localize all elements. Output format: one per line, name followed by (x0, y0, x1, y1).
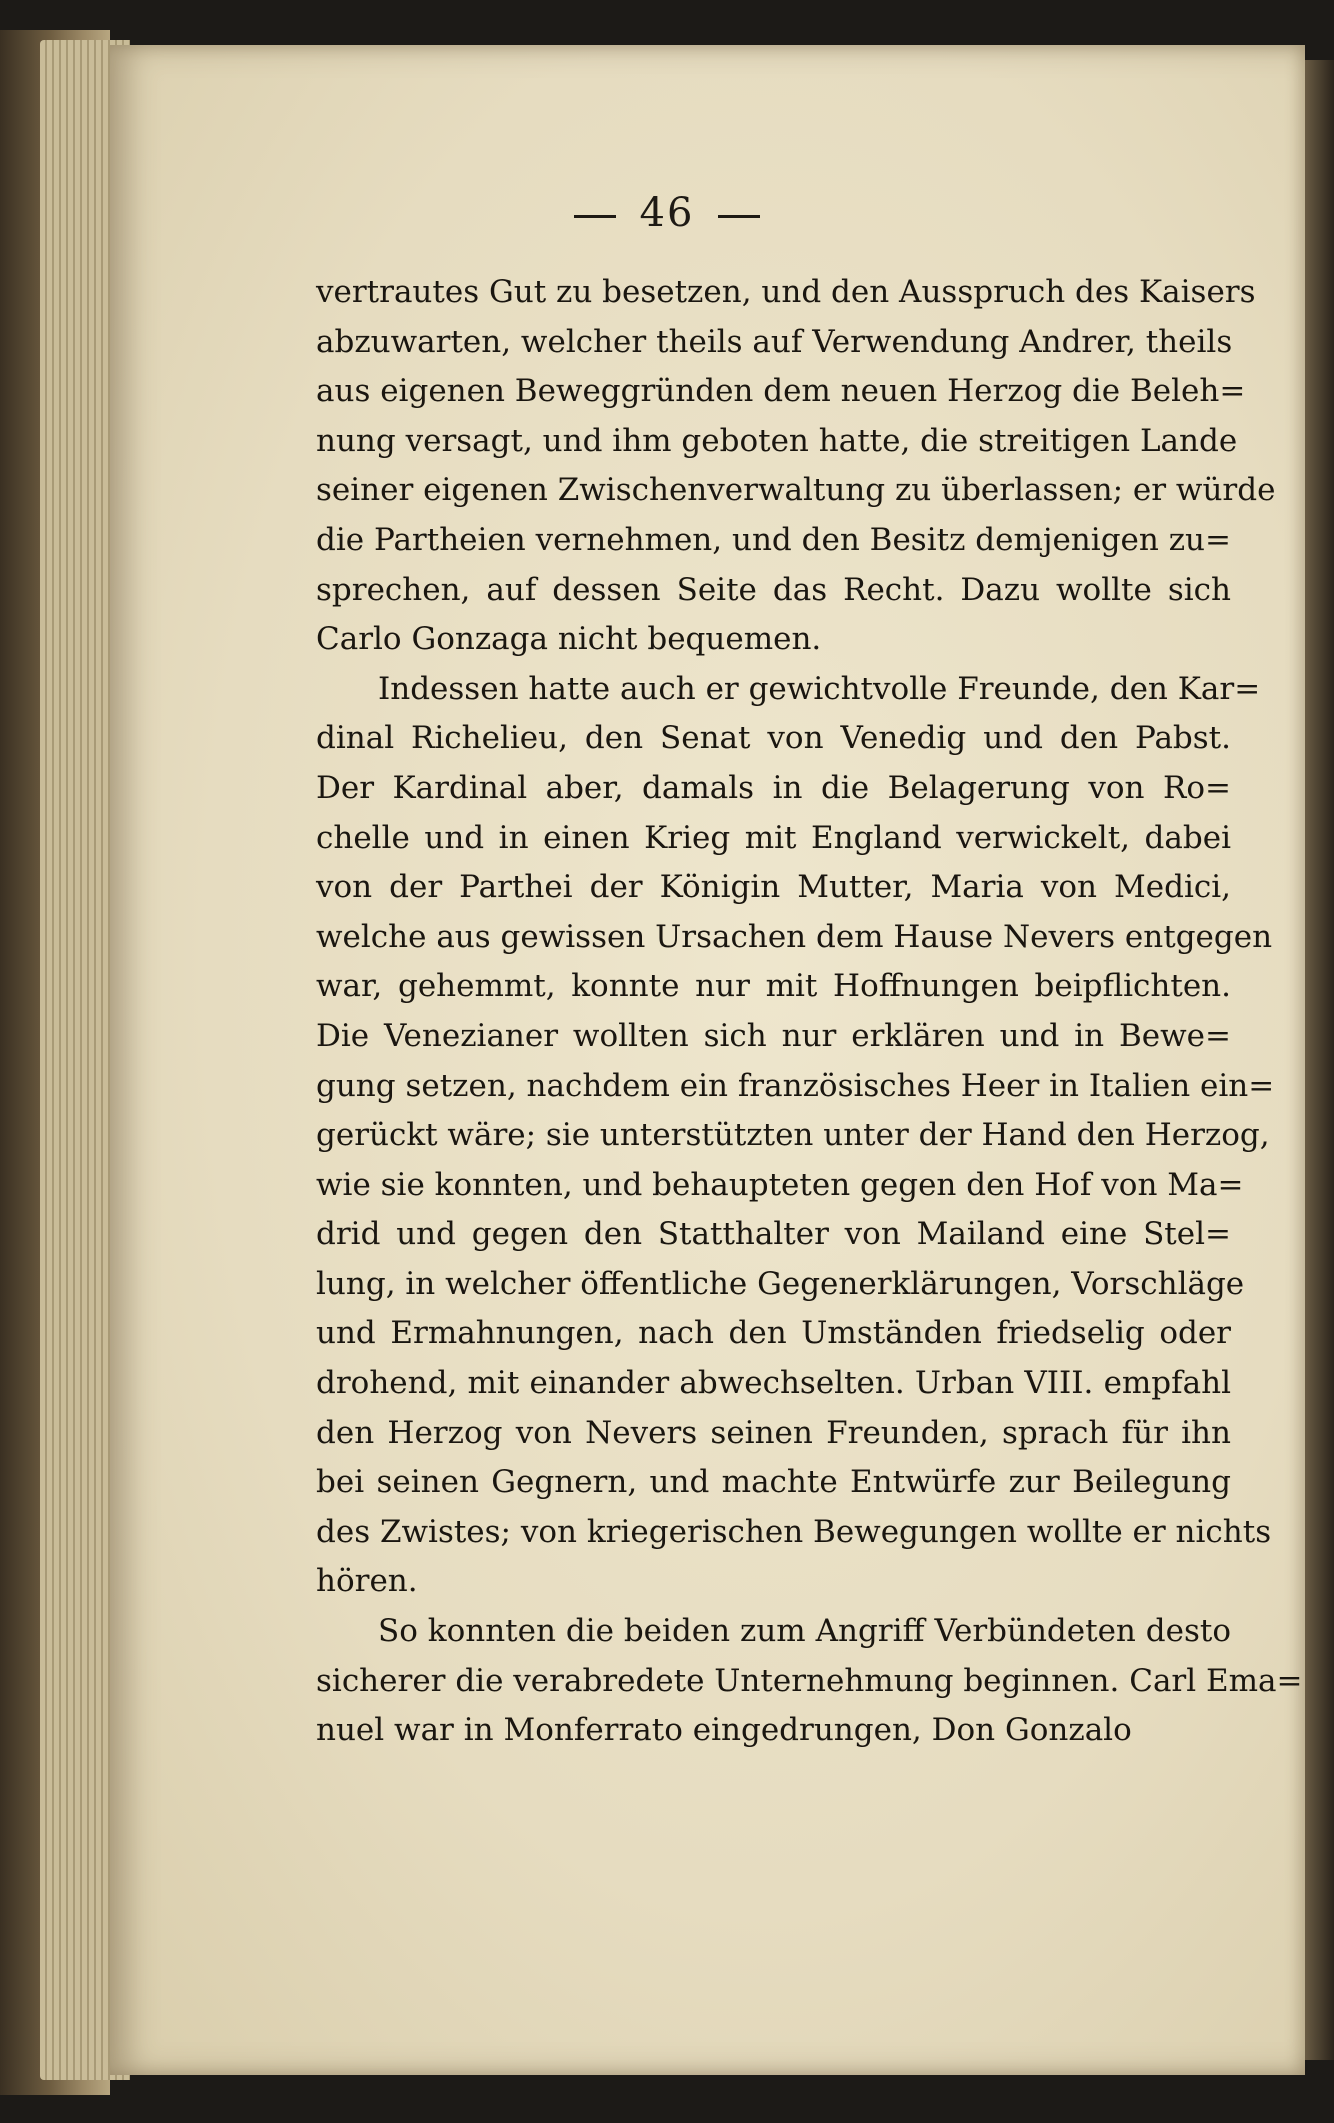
text-line: chelle und in einen Krieg mit England verwickelt, dabei (316, 819, 1231, 856)
text-line: sprechen, auf dessen Seite das Recht. Dazu wollte sich (316, 571, 1231, 608)
text-line: und Ermahnungen, nach den Umständen friedselig oder (316, 1315, 1231, 1352)
text-line: vertrautes Gut zu besetzen, und den Ausspruch des Kaisers (316, 274, 1256, 310)
text-line: von der Parthei der Königin Mutter, Maria von Medici, (316, 869, 1231, 906)
text-line: Die Venezianer wollten sich nur erklären und in Bewe= (316, 1017, 1231, 1054)
text-line: sicherer die verabredete Unternehmung beginnen. Carl Ema= (316, 1662, 1303, 1699)
text-line: Der Kardinal aber, damals in die Belagerung von Ro= (316, 769, 1231, 806)
text-line: gung setzen, nachdem ein französisches Heer in Italien ein= (316, 1067, 1275, 1104)
text-line: dinal Richelieu, den Senat von Venedig und den Pabst. (316, 720, 1231, 757)
page-number-dash-right (718, 215, 760, 218)
text-line: wie sie konnten, und behaupteten gegen den Hof von Ma= (316, 1166, 1244, 1203)
text-line: welche aus gewissen Ursachen dem Hause Nevers entgegen (316, 918, 1273, 955)
paragraph (316, 1607, 1303, 1756)
text-line: den Herzog von Nevers seinen Freunden, sprach für ihn (316, 1414, 1231, 1451)
text-line: des Zwistes; von kriegerischen Bewegungen wollte er nichts (316, 1513, 1272, 1550)
text-line: seiner eigenen Zwischenverwaltung zu überlassen; er würde (316, 472, 1276, 509)
text-line: die Partheien vernehmen, und den Besitz demjenigen zu= (316, 521, 1231, 558)
text-line: Carlo Gonzaga nicht bequemen. (316, 621, 822, 658)
text-line: drid und gegen den Statthalter von Mailand eine Stel= (316, 1216, 1231, 1253)
text-line: war, gehemmt, konnte nur mit Hoffnungen beipflichten. (316, 968, 1231, 1005)
text-line: abzuwarten, welcher theils auf Verwendung Andrer, theils (316, 323, 1233, 360)
text-line: drohend, mit einander abwechselten. Urban VIII. empfahl (316, 1365, 1231, 1402)
page-number (0, 190, 1334, 236)
page-number-value: 46 (639, 190, 695, 236)
paragraph (316, 665, 1275, 1607)
text-line: So konnten die beiden zum Angriff Verbündeten desto (378, 1613, 1231, 1650)
text-line: aus eigenen Beweggründen dem neuen Herzog die Beleh= (316, 373, 1246, 410)
paragraph (316, 268, 1276, 665)
text-line: hören. (316, 1563, 418, 1600)
right-page-edge (1304, 60, 1334, 2060)
text-line: bei seinen Gegnern, und machte Entwürfe zur Beilegung (316, 1464, 1231, 1501)
text-line: Indessen hatte auch er gewichtvolle Freunde, den Kar= (378, 670, 1261, 707)
text-line: nuel war in Monferrato eingedrungen, Don Gonzalo (316, 1712, 1132, 1749)
page-number-dash-left (574, 215, 616, 218)
text-line: lung, in welcher öffentliche Gegenerklärungen, Vorschläge (316, 1265, 1245, 1302)
text-line: gerückt wäre; sie unterstützten unter der Hand den Herzog, (316, 1117, 1270, 1154)
text-line: nung versagt, und ihm geboten hatte, die streitigen Lande (316, 422, 1238, 459)
body-text (316, 268, 1303, 1756)
